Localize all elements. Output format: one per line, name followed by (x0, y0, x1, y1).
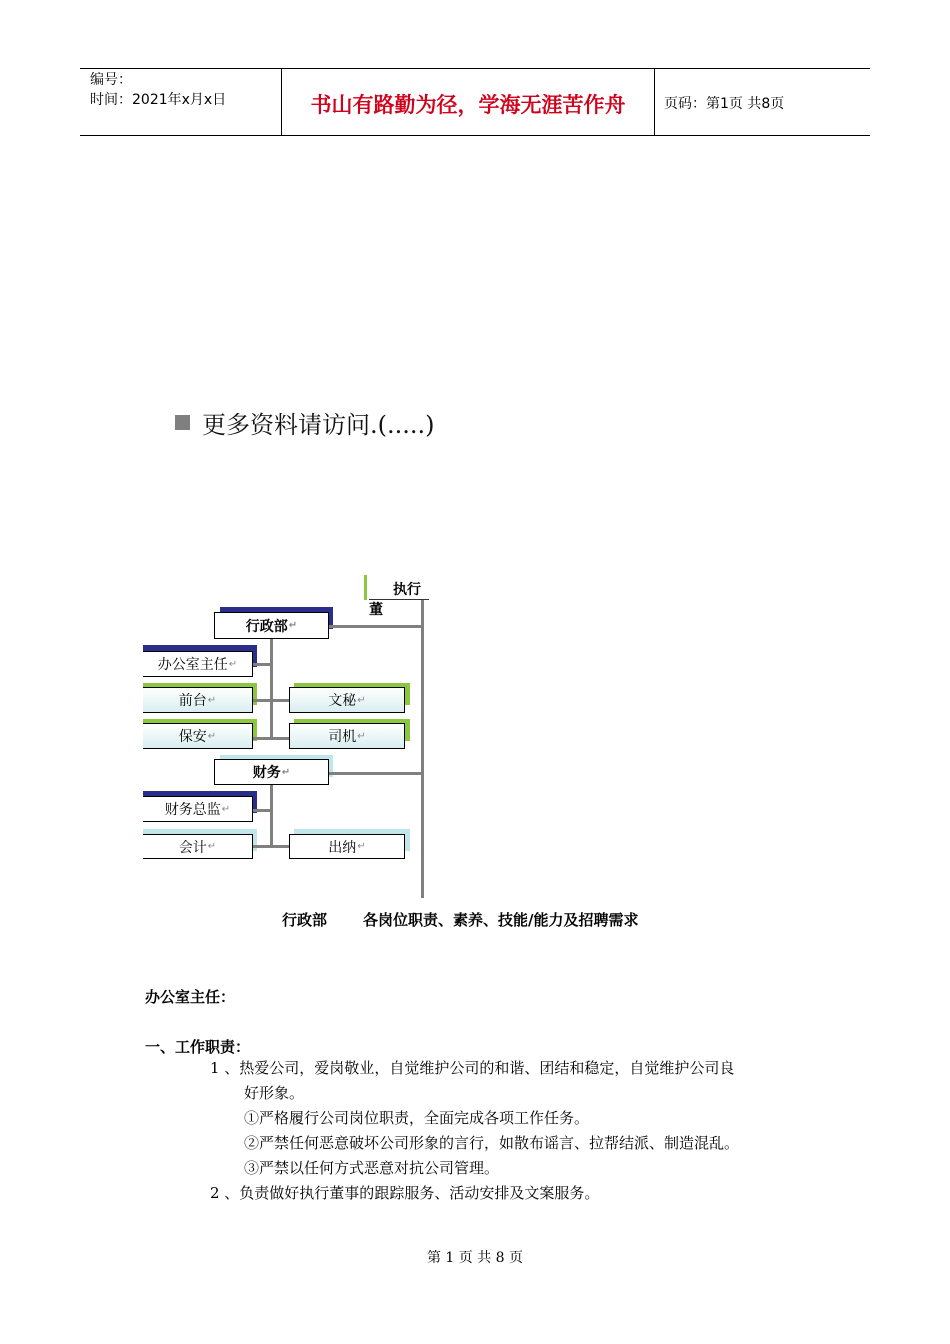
security-label: 保安 (178, 729, 207, 745)
cashier-connector (271, 845, 289, 848)
header-time-label: 时间：2021年x月x日 (90, 92, 227, 108)
duties-title: 一、工作职责： (145, 1038, 251, 1056)
org-chart (143, 575, 443, 900)
square-bullet-icon (175, 415, 190, 430)
org-reception (143, 687, 253, 713)
cfo-label: 财务总监 (164, 802, 221, 818)
duty-sub-2: ②严禁任何恶意破坏公司形象的言行，如散布谣言、拉帮结派、制造混乱。 (244, 1134, 740, 1152)
org-secretary (289, 687, 405, 713)
secretary-connector (271, 699, 289, 702)
cfo-connector (253, 809, 271, 812)
return-mark: ↵ (357, 730, 366, 742)
security-connector (253, 737, 271, 740)
header-left-cell (90, 70, 226, 110)
return-mark: ↵ (228, 658, 238, 670)
return-mark: ↵ (288, 620, 298, 631)
trunk-line (421, 600, 424, 898)
duty-item-1-line-1: 1 、热爱公司，爱岗敬业，自觉维护公司的和谐、团结和稳定，自觉维护公司良 (210, 1059, 735, 1077)
return-mark: ↵ (357, 694, 366, 706)
caption-dept: 行政部 (282, 911, 328, 929)
office-head-connector (253, 663, 271, 666)
duty-sub-1: ①严格履行公司岗位职责，全面完成各项工作任务。 (244, 1109, 590, 1127)
accountant-label: 会计 (178, 839, 207, 856)
accountant-connector (253, 845, 271, 848)
header-number-label: 编号： (90, 72, 132, 88)
office-head-label: 办公室主任 (157, 657, 228, 673)
finance-vertical (270, 785, 273, 848)
driver-connector (271, 737, 289, 740)
duty-item-1-line-2: 好形象。 (244, 1084, 305, 1102)
return-mark: ↵ (221, 803, 231, 815)
org-top-box (369, 579, 429, 618)
org-driver (289, 723, 405, 749)
role-title: 办公室主任： (145, 988, 236, 1006)
org-accountant (143, 834, 253, 859)
return-mark: ↵ (207, 730, 217, 742)
reception-connector (253, 699, 271, 702)
org-office-head (143, 651, 253, 677)
org-dept-finance (214, 759, 329, 785)
org-security (143, 723, 253, 749)
dept-admin-label: 行政部 (245, 618, 288, 635)
cashier-label: 出纳 (328, 839, 357, 856)
driver-label: 司机 (328, 729, 357, 745)
org-cashier (289, 834, 405, 859)
duty-item-2: 2 、负责做好执行董事的跟踪服务、活动安排及文案服务。 (210, 1184, 600, 1202)
duty-sub-3: ③严禁以任何方式恶意对抗公司管理。 (244, 1159, 500, 1177)
org-dept-admin (214, 612, 329, 639)
page-footer: 第 1 页 共 8 页 (426, 1250, 524, 1266)
return-mark: ↵ (357, 841, 366, 852)
secretary-label: 文秘 (328, 693, 357, 709)
header-top-border (80, 68, 870, 69)
return-mark: ↵ (207, 841, 217, 852)
org-cfo (143, 796, 253, 822)
dept2-connector (329, 772, 422, 775)
org-top-label: 执行董 (369, 582, 421, 618)
header-motto: 书山有路勤为径，学海无涯苦作舟 (310, 93, 626, 117)
reception-label: 前台 (178, 693, 207, 709)
more-info-line (175, 405, 435, 440)
dept1-connector (329, 625, 422, 628)
chart-caption (282, 909, 639, 930)
caption-title: 各岗位职责、素养、技能/能力及招聘需求 (363, 911, 639, 929)
header-page-info: 页码：第1页 共8页 (664, 96, 785, 112)
return-mark: ↵ (281, 766, 291, 778)
return-mark: ↵ (207, 694, 217, 706)
header-divider-right (654, 68, 655, 136)
dept-finance-label: 财务 (252, 765, 281, 781)
more-info-text: 更多资料请访问.(.....) (202, 411, 435, 439)
admin-vertical (270, 639, 273, 739)
top-box-green-edge (364, 575, 367, 600)
